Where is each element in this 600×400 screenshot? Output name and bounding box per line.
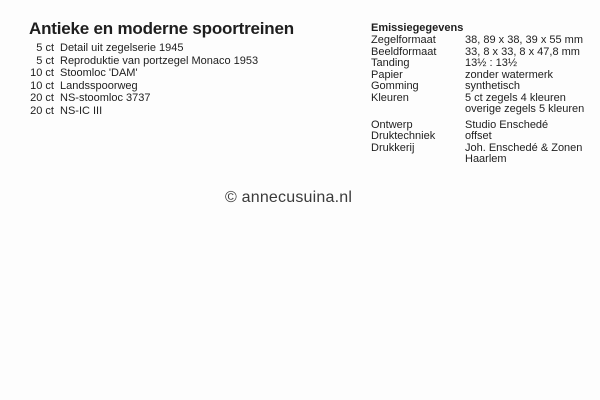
stamp-row <box>29 55 258 68</box>
spec-value: Joh. Enschedé & Zonen <box>465 141 583 154</box>
stamp-row <box>29 105 258 118</box>
spec-values <box>465 58 517 70</box>
spec-label: Papier <box>371 68 403 81</box>
spec-value: 5 ct zegels 4 kleuren <box>465 91 566 104</box>
stamp-value: 10 ct <box>30 67 54 80</box>
spec-label: Zegelformaat <box>371 34 436 46</box>
stamp-description: Stoomloc 'DAM' <box>60 67 138 80</box>
stamp-list <box>29 42 258 118</box>
stamp-description: Landsspoorweg <box>60 79 138 92</box>
spec-value: Studio Enschedé <box>465 118 549 131</box>
page-title: Antieke en moderne spoortreinen <box>29 19 294 38</box>
spec-value: 13½ : 13½ <box>465 57 517 69</box>
spec-label: Ontwerp <box>371 118 413 131</box>
stamp-value: 5 ct <box>36 42 54 54</box>
spec-value: 38, 89 x 38, 39 x 55 mm <box>465 34 584 46</box>
spec-label: Tanding <box>371 57 410 69</box>
spec-values <box>465 131 492 143</box>
stamp-value: 20 ct <box>30 92 54 105</box>
stamp-row <box>29 92 258 105</box>
spec-row-kleuren <box>371 93 584 116</box>
spec-value: Haarlem <box>465 153 507 165</box>
spec-label: Beeldformaat <box>371 45 437 58</box>
spec-values <box>465 93 584 116</box>
spec-values <box>465 143 582 166</box>
stamp-description: Reproduktie van portzegel Monaco 1953 <box>60 54 259 67</box>
stamp-description: NS-IC III <box>60 104 103 117</box>
stamp-row <box>29 42 258 55</box>
spec-value: synthetisch <box>465 80 521 92</box>
spec-label: Druktechniek <box>371 130 436 142</box>
emission-spec-list <box>371 35 584 166</box>
spec-values <box>465 35 583 47</box>
spec-values <box>465 81 520 93</box>
stamp-description: NS-stoomloc 3737 <box>60 92 151 105</box>
stamp-row <box>29 67 258 80</box>
spec-row-tanding <box>371 58 584 70</box>
spec-value: offset <box>465 130 492 142</box>
spec-row-gomming <box>371 81 584 93</box>
spec-row-drukkerij <box>371 143 584 166</box>
spec-label: Drukkerij <box>371 141 415 154</box>
spec-row-zegelformaat <box>371 35 584 47</box>
spec-row-druktechniek <box>371 131 584 143</box>
stamp-value: 20 ct <box>30 104 54 117</box>
spec-value: overige zegels 5 kleuren <box>465 103 585 115</box>
watermark-text: © annecusuina.nl <box>225 189 353 206</box>
stamp-description: Detail uit zegelserie 1945 <box>60 42 184 54</box>
stamp-value: 10 ct <box>30 79 54 92</box>
stamp-value: 5 ct <box>36 54 54 67</box>
spec-value: zonder watermerk <box>465 68 554 81</box>
spec-label: Gomming <box>371 80 419 92</box>
stamp-row <box>29 80 258 93</box>
spec-label: Kleuren <box>371 91 409 104</box>
emission-heading: Emissiegegevens <box>371 22 464 34</box>
spec-value: 33, 8 x 33, 8 x 47,8 mm <box>465 45 580 58</box>
